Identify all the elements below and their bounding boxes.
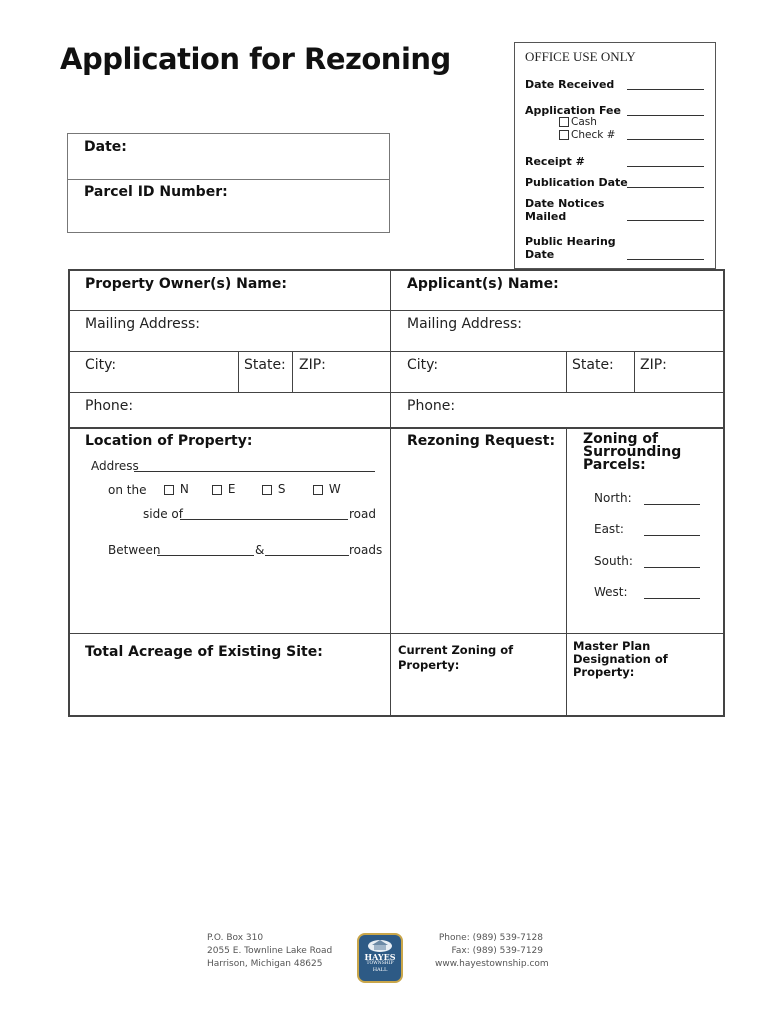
footer-city: Harrison, Michigan 48625 — [207, 959, 323, 969]
check-option — [559, 129, 615, 141]
logo-hall-icon — [359, 937, 401, 953]
owner-city-label: City: — [85, 357, 117, 373]
hayes-township-logo — [357, 933, 403, 983]
west-zoning-field[interactable] — [644, 598, 700, 599]
column-divider — [238, 351, 239, 392]
surrounding-heading-line-3: Parcels: — [583, 457, 646, 473]
public-hearing-line-2: Date — [525, 248, 555, 261]
address-field[interactable] — [134, 471, 375, 472]
owner-mailing-label: Mailing Address: — [85, 316, 201, 332]
office-use-title: OFFICE USE ONLY — [525, 49, 636, 64]
owner-state-label: State: — [244, 357, 286, 373]
master-plan-label — [573, 640, 668, 679]
current-zoning-line-1: Current Zoning of — [398, 643, 514, 657]
west-label: West: — [594, 585, 628, 599]
footer-po-box: P.O. Box 310 — [207, 933, 264, 943]
cash-label: Cash — [571, 116, 597, 128]
footer-phone: Phone: (989) 539-7128 — [438, 933, 543, 943]
logo-text-hayes: HAYES — [364, 952, 396, 962]
application-fee-label: Application Fee — [525, 104, 621, 117]
cash-checkbox[interactable] — [559, 117, 569, 127]
south-letter: S — [277, 482, 286, 496]
date-notices-line-2: Mailed — [525, 210, 567, 223]
publication-date-field[interactable] — [627, 187, 704, 188]
east-label: East: — [594, 522, 624, 536]
east-letter: E — [227, 482, 236, 496]
roads-label: roads — [349, 543, 383, 557]
applicant-phone-label: Phone: — [407, 398, 456, 414]
west-letter: W — [328, 482, 341, 496]
side-of-field[interactable] — [180, 519, 348, 520]
check-number-field[interactable] — [627, 139, 704, 140]
south-label: South: — [594, 554, 633, 568]
master-plan-line-1: Master Plan — [573, 639, 651, 653]
date-notices-line-1: Date Notices — [525, 197, 605, 210]
row-divider — [68, 427, 725, 429]
owner-name-label: Property Owner(s) Name: — [85, 276, 287, 292]
footer-contact — [435, 932, 549, 971]
address-label: Address — [91, 459, 139, 473]
date-parcel-divider — [68, 179, 389, 180]
receipt-field[interactable] — [627, 166, 704, 167]
check-checkbox[interactable] — [559, 130, 569, 140]
column-divider — [390, 269, 391, 717]
public-hearing-line-1: Public Hearing — [525, 235, 616, 248]
footer-address — [207, 932, 332, 971]
column-divider — [292, 351, 293, 392]
date-notices-label — [525, 197, 604, 223]
applicant-state-label: State: — [572, 357, 614, 373]
north-zoning-field[interactable] — [644, 504, 700, 505]
public-hearing-label — [525, 235, 616, 261]
master-plan-line-3: Property: — [573, 665, 635, 679]
current-zoning-line-2: Property: — [398, 658, 460, 672]
north-letter: N — [179, 482, 189, 496]
east-checkbox[interactable] — [212, 485, 222, 495]
logo-text-township: TOWNSHIP — [366, 961, 394, 966]
between-road-2-field[interactable] — [265, 555, 349, 556]
current-zoning-label — [398, 643, 513, 673]
date-parcel-box — [67, 133, 390, 233]
owner-phone-label: Phone: — [85, 398, 134, 414]
cash-option — [559, 116, 597, 128]
parcel-id-label: Parcel ID Number: — [84, 184, 228, 200]
column-divider — [566, 427, 567, 717]
date-notices-field[interactable] — [627, 220, 704, 221]
acreage-label: Total Acreage of Existing Site: — [85, 644, 323, 660]
date-received-label: Date Received — [525, 78, 615, 91]
road-label: road — [349, 507, 376, 521]
publication-date-label: Publication Date — [525, 176, 628, 189]
footer-website[interactable]: www.hayestownship.com — [435, 959, 549, 969]
location-heading: Location of Property: — [85, 433, 253, 449]
footer-fax: Fax: (989) 539-7129 — [451, 946, 543, 956]
applicant-zip-label: ZIP: — [640, 357, 667, 373]
row-divider — [68, 392, 725, 393]
south-option — [262, 482, 285, 496]
applicant-mailing-label: Mailing Address: — [407, 316, 523, 332]
side-of-label: side of — [143, 507, 183, 521]
owner-zip-label: ZIP: — [299, 357, 326, 373]
ampersand-label: & — [255, 543, 265, 557]
office-use-box — [514, 42, 716, 269]
logo-text-hall: HALL — [372, 967, 388, 973]
on-the-label: on the — [108, 483, 147, 497]
row-divider — [68, 633, 725, 634]
applicant-city-label: City: — [407, 357, 439, 373]
east-option — [212, 482, 235, 496]
north-option — [164, 482, 189, 496]
surrounding-heading-line-2: Surrounding — [583, 444, 682, 460]
column-divider — [634, 351, 635, 392]
row-divider — [68, 310, 725, 311]
page-title: Application for Rezoning — [60, 42, 451, 76]
date-label: Date: — [84, 139, 127, 155]
west-checkbox[interactable] — [313, 485, 323, 495]
between-road-1-field[interactable] — [157, 555, 254, 556]
check-label: Check # — [571, 129, 616, 141]
west-option — [313, 482, 341, 496]
east-zoning-field[interactable] — [644, 535, 700, 536]
footer-street: 2055 E. Townline Lake Road — [207, 946, 333, 956]
surrounding-heading-line-1: Zoning of — [583, 431, 659, 447]
north-checkbox[interactable] — [164, 485, 174, 495]
south-checkbox[interactable] — [262, 485, 272, 495]
application-fee-field[interactable] — [627, 115, 704, 116]
receipt-label: Receipt # — [525, 155, 585, 168]
row-divider — [68, 351, 725, 352]
between-label: Between — [108, 543, 161, 557]
applicant-name-label: Applicant(s) Name: — [407, 276, 559, 292]
date-received-field[interactable] — [627, 89, 704, 90]
rezoning-request-label: Rezoning Request: — [407, 433, 556, 449]
south-zoning-field[interactable] — [644, 567, 700, 568]
north-label: North: — [594, 491, 632, 505]
master-plan-line-2: Designation of — [573, 652, 668, 666]
public-hearing-field[interactable] — [627, 259, 704, 260]
surrounding-heading — [583, 433, 681, 472]
column-divider — [566, 351, 567, 392]
